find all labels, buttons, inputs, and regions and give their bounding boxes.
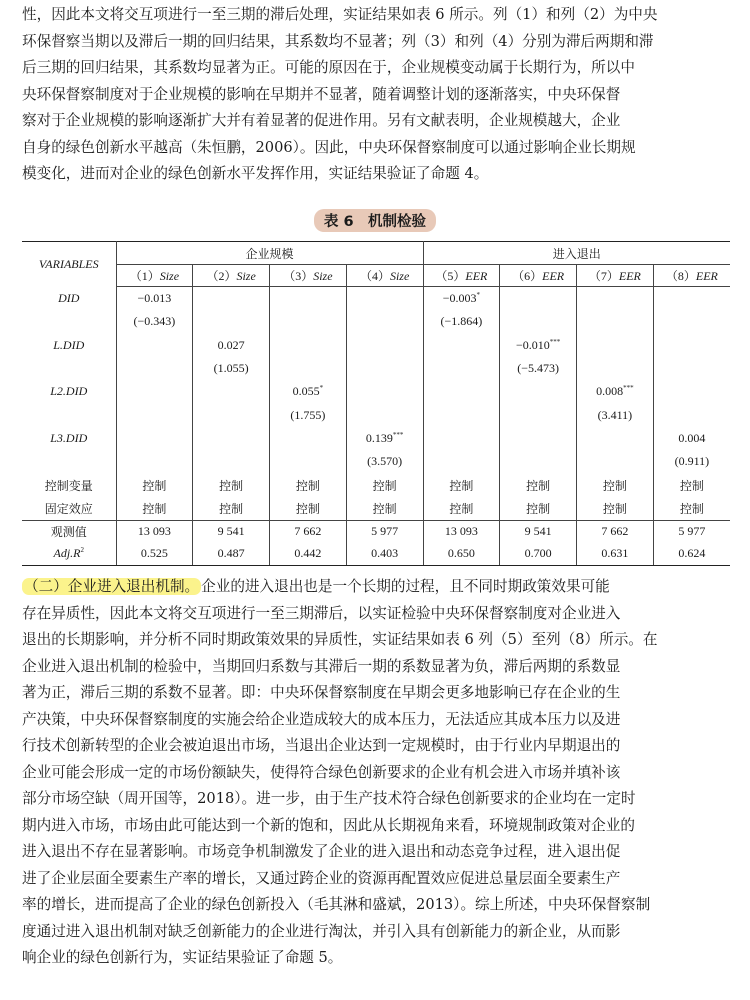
group-header-size: 企业规模: [116, 242, 423, 265]
adj-cell: 0.487: [193, 543, 270, 566]
t-cell: [116, 403, 193, 426]
coef-cell: [116, 427, 193, 450]
t-cell: [116, 357, 193, 380]
obs-cell: 13 093: [116, 520, 193, 543]
coef-cell: 0.055*: [270, 380, 347, 403]
control-cell: 控制: [270, 473, 347, 496]
fixed-cell: 控制: [679, 501, 704, 516]
coef-cell: [577, 287, 654, 311]
coef-cell: 0.027: [193, 334, 270, 357]
text-line: 期内进入市场，市场由此可能达到一个新的饱和，因此从长期视角来看，环境规制政策对企业的: [22, 816, 635, 834]
fixed-cell: 控制: [193, 497, 270, 521]
text-line: （二）企业进入退出机制。 企业的进入退出也是一个长期的过程，且不同时期政策效果可能: [24, 578, 610, 595]
t-cell: (1.755): [270, 403, 347, 426]
adj-cell: 0.650: [423, 543, 500, 566]
column-header: （1）Size: [116, 265, 193, 287]
row-label: 控制变量: [22, 473, 116, 496]
t-cell: (0.911): [674, 454, 710, 469]
t-cell: [193, 403, 270, 426]
coef-cell: 0.004: [678, 430, 706, 445]
coef-cell: 0.008***: [577, 380, 654, 403]
control-cell: 控制: [679, 478, 704, 493]
column-header: （7）EER: [577, 265, 654, 287]
row-label-empty: [22, 450, 116, 473]
fixed-cell: 控制: [346, 497, 423, 521]
coef-cell: [346, 287, 423, 311]
table-row-controls: [22, 473, 730, 496]
text-line: 退出的长期影响，并分析不同时期政策效果的异质性，实证结果如表 6 列（5）至列（8）所示。在: [22, 631, 658, 648]
row-label-empty: [22, 403, 116, 426]
text-line: 著为正，滞后三期的系数不显著。即：中央环保督察制度在早期会更多地影响已存在企业的生: [22, 684, 621, 701]
coef-cell: [270, 334, 347, 357]
fixed-cell: 控制: [423, 497, 500, 521]
t-cell: [423, 403, 500, 426]
t-cell: [346, 403, 423, 426]
row-label-empty: [22, 357, 116, 380]
variables-header: VARIABLES: [22, 242, 116, 287]
obs-cell: 5 977: [653, 520, 730, 543]
fixed-cell: 控制: [116, 497, 193, 521]
coef-cell: [423, 334, 500, 357]
text-line: 产决策，中央环保督察制度的实施会给企业造成较大的成本压力，无法适应其成本压力以及进: [22, 710, 621, 728]
control-cell: 控制: [500, 473, 577, 496]
fixed-cell: 控制: [270, 497, 347, 521]
adj-cell: 0.403: [346, 543, 423, 566]
row-label: 观测值: [22, 520, 116, 543]
coef-cell: [500, 380, 577, 403]
t-cell: [346, 357, 423, 380]
text-line: 行技术创新转型的企业会被迫退出市场，当退出企业达到一定规模时，由于行业内早期退出的: [22, 737, 621, 754]
t-cell: [270, 310, 347, 333]
control-cell: 控制: [423, 473, 500, 496]
table-caption: 表 6 机制检验: [314, 209, 436, 232]
coef-cell: −0.013: [116, 287, 193, 311]
column-header: （3）Size: [270, 265, 347, 287]
text-line: 企业可能会形成一定的市场份额缺失，使得符合绿色创新要求的企业有机会进入市场并填补该: [22, 763, 621, 781]
table-row-did-t: [22, 310, 730, 333]
t-cell: [500, 403, 577, 426]
t-cell: (3.411): [577, 403, 654, 426]
column-header: （2）Size: [193, 265, 270, 287]
t-cell: [116, 450, 193, 473]
row-label: L3.DID: [22, 427, 116, 450]
text-line: 响企业的绿色创新行为，实证结果验证了命题 5。: [22, 949, 343, 966]
coef-cell: [653, 334, 730, 357]
column-header: （8）EER: [653, 265, 730, 287]
table-caption-wrap: [0, 209, 750, 232]
adj-cell: 0.624: [653, 543, 730, 566]
coef-cell: [500, 427, 577, 450]
coef-cell: [116, 334, 193, 357]
group-header-eer: 进入退出: [423, 242, 730, 265]
t-cell: [423, 450, 500, 473]
t-cell: [500, 450, 577, 473]
t-cell: [653, 357, 730, 380]
row-label-empty: [22, 310, 116, 333]
coef-cell: [346, 380, 423, 403]
table-row-l2did-coef: [22, 380, 730, 403]
obs-cell: 7 662: [577, 520, 654, 543]
coef-cell: [270, 427, 347, 450]
row-label: L2.DID: [22, 380, 116, 403]
fixed-cell: 控制: [577, 497, 654, 521]
obs-cell: 5 977: [346, 520, 423, 543]
t-cell: (−1.864): [423, 310, 500, 333]
t-cell: (−0.343): [116, 310, 193, 333]
adj-cell: 0.631: [577, 543, 654, 566]
coef-cell: [423, 380, 500, 403]
coef-cell: [653, 380, 730, 403]
column-header: （5）EER: [423, 265, 500, 287]
adj-cell: 0.442: [270, 543, 347, 566]
table-row-l3did-coef: [22, 427, 730, 450]
coef-cell: 0.139***: [346, 427, 423, 450]
coef-cell: [193, 287, 270, 311]
table-group-header-row: [22, 242, 730, 265]
table-row-did-coef: [22, 287, 730, 311]
coef-cell: −0.003*: [423, 287, 500, 311]
text-line: 自身的绿色创新水平越高（朱恒鹏，2006）。因此，中央环保督察制度可以通过影响企业长期规: [22, 138, 636, 156]
t-cell: (3.570): [346, 450, 423, 473]
coef-cell: [653, 287, 730, 311]
paragraph-top: [22, 2, 730, 188]
control-cell: 控制: [193, 473, 270, 496]
table-row-adj-r2: [22, 543, 730, 566]
t-cell: [500, 310, 577, 333]
coef-cell: [577, 427, 654, 450]
t-cell: (1.055): [193, 357, 270, 380]
text-line: 央环保督察制度对于企业规模的影响在早期并不显著，随着调整计划的逐渐落实，中央环保督: [22, 85, 621, 103]
obs-cell: 9 541: [500, 520, 577, 543]
t-cell: (−5.473): [500, 357, 577, 380]
fixed-cell: 控制: [500, 497, 577, 521]
coef-cell: [193, 380, 270, 403]
mechanism-test-table: [22, 241, 730, 566]
row-label: DID: [22, 287, 116, 311]
coef-cell: [270, 287, 347, 311]
adj-cell: 0.700: [500, 543, 577, 566]
t-cell: [193, 450, 270, 473]
table-row-fixed-effects: [22, 497, 730, 521]
coef-cell: [577, 334, 654, 357]
text-line: 存在异质性，因此本文将交互项进行一至三期滞后，以实证检验中央环保督察制度对企业进入: [22, 604, 621, 622]
coef-cell: −0.010***: [500, 334, 577, 357]
column-header: （6）EER: [500, 265, 577, 287]
text-line: 度通过进入退出机制对缺乏创新能力的企业进行淘汰，并引入具有创新能力的新企业，从而影: [22, 922, 621, 940]
table-row-ldid-coef: [22, 334, 730, 357]
t-cell: [577, 310, 654, 333]
coef-cell: [423, 427, 500, 450]
obs-cell: 9 541: [193, 520, 270, 543]
column-header: （4）Size: [346, 265, 423, 287]
row-label: 固定效应: [22, 497, 116, 521]
text-line: 察对于企业规模的影响逐渐扩大并有着显著的促进作用。另有文献表明，企业规模越大，企业: [22, 112, 621, 129]
coef-cell: [346, 334, 423, 357]
t-cell: [577, 450, 654, 473]
t-cell: [423, 357, 500, 380]
paragraph-bottom: [22, 574, 730, 972]
table-column-header-row: [22, 265, 730, 287]
row-label: L.DID: [22, 334, 116, 357]
table-row-ldid-t: [22, 357, 730, 380]
table-row-l3did-t: [22, 450, 730, 473]
t-cell: [346, 310, 423, 333]
text-line: 环保督察当期以及滞后一期的回归结果，其系数均不显著；列（3）和列（4）分别为滞后两期和滞: [22, 32, 654, 50]
coef-cell: [500, 287, 577, 311]
text-line: 部分市场空缺（周开国等，2018）。进一步，由于生产技术符合绿色创新要求的企业均在一定时: [22, 790, 636, 807]
section-heading: （二）企业进入退出机制。: [24, 578, 200, 595]
t-cell: [270, 357, 347, 380]
t-cell: [653, 403, 730, 426]
obs-cell: 7 662: [270, 520, 347, 543]
t-cell: [270, 450, 347, 473]
row-label: $Adj.R^2$: [22, 543, 116, 566]
text-line: 后三期的回归结果，其系数均显著为正。可能的原因在于，企业规模变动属于长期行为，所以中: [22, 59, 635, 76]
coef-cell: [193, 427, 270, 450]
adj-cell: 0.525: [116, 543, 193, 566]
control-cell: 控制: [116, 473, 193, 496]
coef-cell: [116, 380, 193, 403]
t-cell: [577, 357, 654, 380]
table-row-observations: [22, 520, 730, 543]
text-line: 性，因此本文将交互项进行一至三期的滞后处理，实证结果如表 6 所示。列（1）和列（2）为中央: [22, 6, 658, 23]
text-line: 模变化，进而对企业的绿色创新水平发挥作用，实证结果验证了命题 4。: [22, 165, 489, 182]
text-line: 率的增长，进而提高了企业的绿色创新投入（毛其淋和盛斌，2013）。综上所述，中央环保督察制: [22, 896, 651, 913]
control-cell: 控制: [346, 473, 423, 496]
text-line: 企业进入退出机制的检验中，当期回归系数与其滞后一期的系数显著为负，滞后两期的系数显: [22, 657, 621, 675]
t-cell: [193, 310, 270, 333]
text-line: 进入退出不存在显著影响。市场竞争机制激发了企业的进入退出和动态竞争过程，进入退出促: [22, 843, 621, 860]
control-cell: 控制: [577, 473, 654, 496]
t-cell: [653, 310, 730, 333]
text-line: 进了企业层面全要素生产率的增长，又通过跨企业的资源再配置效应促进总量层面全要素生产: [22, 869, 621, 887]
obs-cell: 13 093: [423, 520, 500, 543]
table-row-l2did-t: [22, 403, 730, 426]
